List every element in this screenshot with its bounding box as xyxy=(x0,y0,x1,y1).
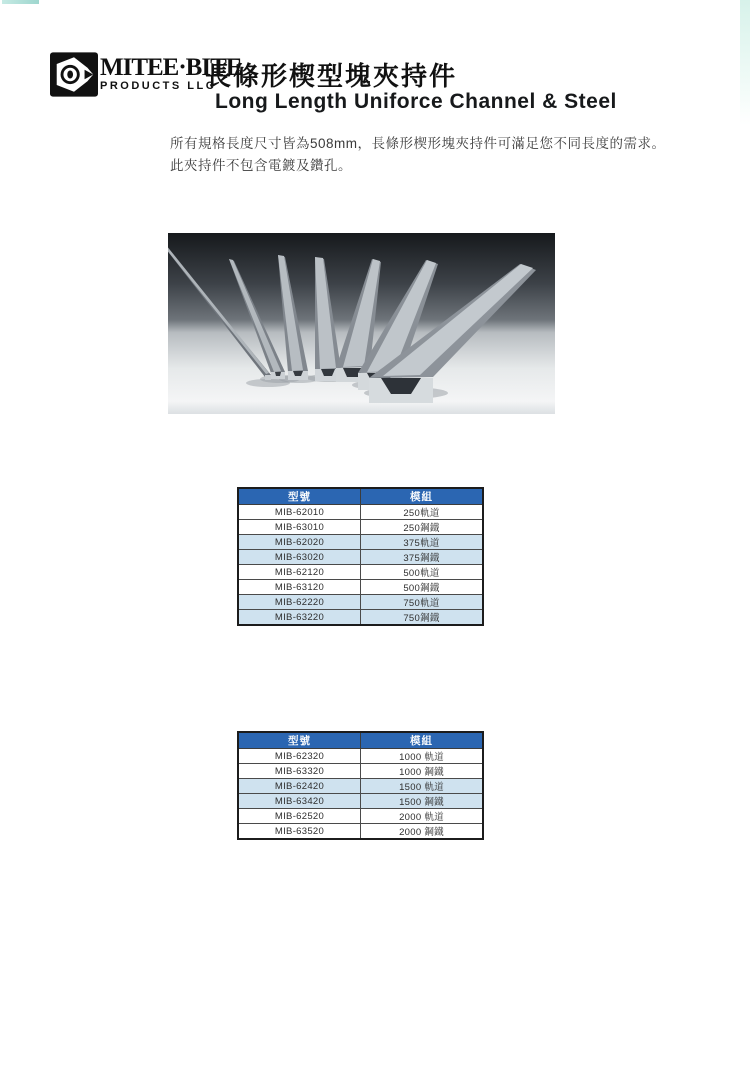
module-cell: 750鋼鐵 xyxy=(361,610,484,626)
teal-accent-bar-top xyxy=(2,0,39,4)
table-header-row xyxy=(238,732,483,749)
intro-paragraph xyxy=(170,133,730,177)
module-column-header: 模組 xyxy=(361,488,484,505)
module-cell: 500鋼鐵 xyxy=(361,580,484,595)
teal-accent-bar-right xyxy=(740,0,750,125)
intro-line-2: 此夾持件不包含電鍍及鑽孔。 xyxy=(170,158,352,173)
model-column-header: 型號 xyxy=(238,732,361,749)
table-row xyxy=(238,764,483,779)
intro-line-1: 所有規格長度尺寸皆為508mm，長條形楔形塊夾持件可滿足您不同長度的需求。 xyxy=(170,136,666,151)
model-cell: MIB-63120 xyxy=(238,580,361,595)
model-cell: MIB-63520 xyxy=(238,824,361,840)
model-cell: MIB-63020 xyxy=(238,550,361,565)
spec-table-1 xyxy=(237,487,484,626)
brand-subname: PRODUCTS LLC xyxy=(100,80,217,92)
model-cell: MIB-63220 xyxy=(238,610,361,626)
table-row xyxy=(238,550,483,565)
module-column-header: 模組 xyxy=(361,732,484,749)
table-row xyxy=(238,809,483,824)
table-row xyxy=(238,595,483,610)
model-cell: MIB-62120 xyxy=(238,565,361,580)
module-cell: 500軌道 xyxy=(361,565,484,580)
table-row xyxy=(238,535,483,550)
module-cell: 2000 鋼鐵 xyxy=(361,824,484,840)
module-cell: 250鋼鐵 xyxy=(361,520,484,535)
model-cell: MIB-62420 xyxy=(238,779,361,794)
module-cell: 375鋼鐵 xyxy=(361,550,484,565)
table-row xyxy=(238,520,483,535)
mitee-bite-emblem-icon xyxy=(50,52,98,97)
table-row xyxy=(238,580,483,595)
table-row xyxy=(238,505,483,520)
model-cell: MIB-62020 xyxy=(238,535,361,550)
module-cell: 1500 軌道 xyxy=(361,779,484,794)
table-row xyxy=(238,565,483,580)
page-title-english: Long Length Uniforce Channel & Steel xyxy=(215,90,617,113)
page-title-chinese: 長條形楔型塊夾持件 xyxy=(205,61,458,91)
product-photo xyxy=(168,233,555,414)
model-cell: MIB-63320 xyxy=(238,764,361,779)
table-row xyxy=(238,794,483,809)
table-header-row xyxy=(238,488,483,505)
table-row xyxy=(238,749,483,764)
module-cell: 1000 軌道 xyxy=(361,749,484,764)
module-cell: 2000 軌道 xyxy=(361,809,484,824)
model-cell: MIB-63420 xyxy=(238,794,361,809)
spec-table-2 xyxy=(237,731,484,840)
table-row xyxy=(238,824,483,840)
table-row xyxy=(238,779,483,794)
model-cell: MIB-62010 xyxy=(238,505,361,520)
model-cell: MIB-62320 xyxy=(238,749,361,764)
model-cell: MIB-62220 xyxy=(238,595,361,610)
module-cell: 750軌道 xyxy=(361,595,484,610)
table-row xyxy=(238,610,483,626)
model-cell: MIB-62520 xyxy=(238,809,361,824)
module-cell: 1000 鋼鐵 xyxy=(361,764,484,779)
model-cell: MIB-63010 xyxy=(238,520,361,535)
model-column-header: 型號 xyxy=(238,488,361,505)
module-cell: 250軌道 xyxy=(361,505,484,520)
brand-name: MITEE·BITE xyxy=(100,54,242,81)
module-cell: 375軌道 xyxy=(361,535,484,550)
module-cell: 1500 鋼鐵 xyxy=(361,794,484,809)
